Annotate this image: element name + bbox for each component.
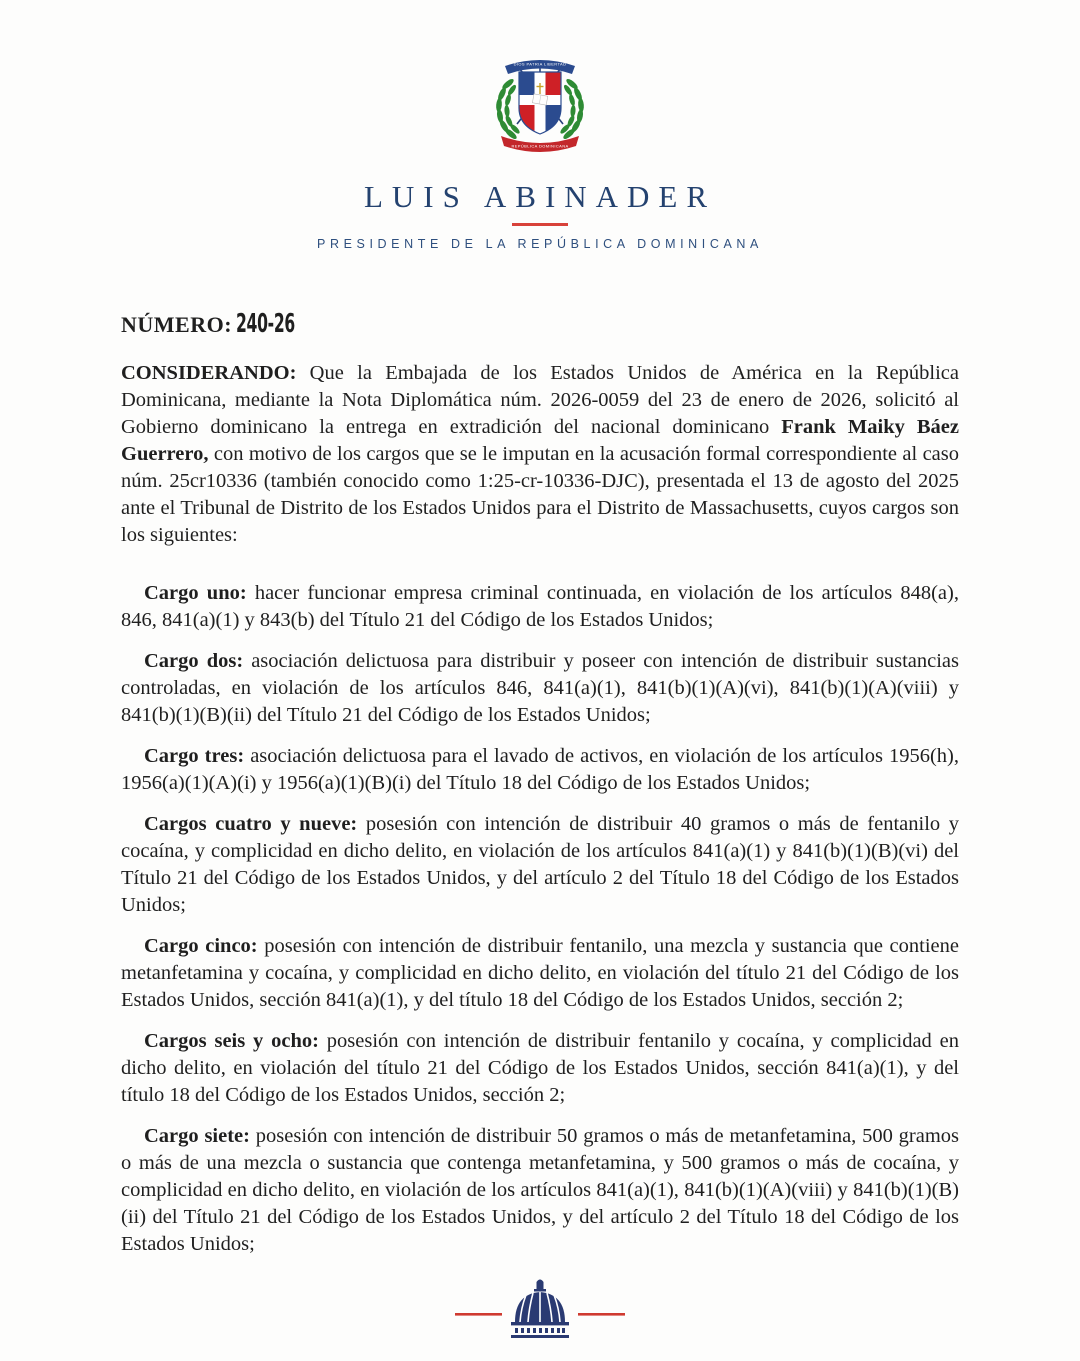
- charge-lead: Cargo dos:: [144, 650, 244, 672]
- charge-paragraph-5: [121, 933, 959, 1014]
- document-number-value: 240-26: [236, 309, 295, 339]
- footer-red-line-right: [578, 1313, 625, 1316]
- charge-text: posesión con intención de distribuir fentanilo, una mezcla y sustancia que contiene metanfetamina y cocaína, y complicidad en dicho delito, en violación del título 21 del Código de los Estados Unidos, sección 841(a)(1), y del título 18 del Código de los Estados Unidos, sección 2;: [121, 935, 959, 1011]
- laurel-branch-icon: [496, 77, 521, 140]
- charge-paragraph-6: [121, 1028, 959, 1109]
- president-title: PRESIDENTE DE LA REPÚBLICA DOMINICANA: [317, 237, 763, 251]
- letterhead: [0, 0, 1080, 251]
- palm-branch-icon: [559, 77, 584, 140]
- charge-lead: Cargos cuatro y nueve:: [144, 813, 358, 835]
- charge-text: asociación delictuosa para el lavado de activos, en violación de los artículos 1956(h), 1956(a)(1)(A)(i) y 1956(a)(1)(B)(i) del Título 18 del Código de los Estados Unidos;: [121, 745, 959, 794]
- president-name: LUIS ABINADER: [363, 179, 717, 214]
- charge-lead: Cargo siete:: [144, 1125, 250, 1147]
- footer-red-line-left: [455, 1313, 502, 1316]
- charge-text: posesión con intención de distribuir 40 gramos o más de fentanilo y cocaína, y complicidad en dicho delito, en violación de los artículos 841(a)(1) y 841(b)(1)(B)(vi) del Título 21 del Código de los Estados Unidos, y del artículo 2 del Título 18 del Código de los Estados Unidos;: [121, 813, 959, 916]
- document-number: [121, 309, 959, 339]
- national-palace-dome-icon: [455, 1278, 625, 1350]
- charge-text: hacer funcionar empresa criminal continuada, en violación de los artículos 848(a), 846, 841(a)(1) y 843(b) del Título 21 del Código de los Estados Unidos;: [121, 582, 959, 631]
- extradition-subject-name: Frank Maiky Báez Guerrero,: [121, 416, 959, 465]
- charge-lead: Cargo uno:: [144, 582, 247, 604]
- considerando-lead: CONSIDERANDO:: [121, 362, 297, 384]
- charge-paragraph-2: [121, 648, 959, 729]
- charge-paragraph-4: [121, 811, 959, 919]
- charge-text: asociación delictuosa para distribuir y poseer con intención de distribuir sustancias controladas, en violación de los artículos 846, 841(a)(1), 841(b)(1)(A)(vi), 841(b)(1)(A)(viii) y 841(b)(1)(B)(ii) del Título 21 del Código de los Estados Unidos;: [121, 650, 959, 726]
- crest-motto-top: DIOS PATRIA LIBERTAD: [513, 61, 567, 67]
- charge-lead: Cargos seis y ocho:: [144, 1030, 319, 1052]
- coat-of-arms-icon: [481, 50, 599, 162]
- crest-motto-bottom: REPÚBLICA DOMINICANA: [511, 143, 569, 149]
- charge-paragraph-3: [121, 743, 959, 797]
- considerando-text-2: con motivo de los cargos que se le imputan en la acusación formal correspondiente al caso núm. 25cr10336 (también conocido como 1:25-cr-10336-DJC), presentada el 13 de agosto del 2025 ante el Tribunal de Distrito de los Estados Unidos para el Distrito de Massachusetts, cuyos cargos son los siguientes:: [121, 443, 959, 546]
- red-divider: [512, 223, 568, 226]
- decree-body: [0, 309, 1080, 1258]
- considerando-paragraph: [121, 360, 959, 549]
- page-footer: [0, 1278, 1080, 1355]
- charge-paragraph-1: [121, 580, 959, 634]
- charge-lead: Cargo cinco:: [144, 935, 258, 957]
- charge-text: posesión con intención de distribuir 50 gramos o más de metanfetamina, 500 gramos o más de una mezcla o sustancia que contenga metanfetamina, y 500 gramos o más de cocaína, y complicidad en dicho delito, en violación de los artículos 841(a)(1), 841(b)(1)(A)(viii) y 841(b)(1)(B)(ii) del Título 21 del Código de los Estados Unidos, y del artículo 2 del Título 18 del Código de los Estados Unidos;: [121, 1125, 959, 1255]
- charge-lead: Cargo tres:: [144, 745, 245, 767]
- considerando-text-1: Que la Embajada de los Estados Unidos de América en la República Dominicana, mediante la Nota Diplomática núm. 2026-0059 del 23 de enero de 2026, solicitó al Gobierno dominicano la entrega en extradición del nacional dominicano: [121, 362, 959, 438]
- charge-paragraph-7: [121, 1123, 959, 1258]
- document-number-label: NÚMERO:: [121, 312, 233, 337]
- charge-text: posesión con intención de distribuir fentanilo y cocaína, y complicidad en dicho delito, en violación del título 21 del Código de los Estados Unidos, sección 841(a)(1), y del título 18 del Código de los Estados Unidos, sección 2;: [121, 1030, 959, 1106]
